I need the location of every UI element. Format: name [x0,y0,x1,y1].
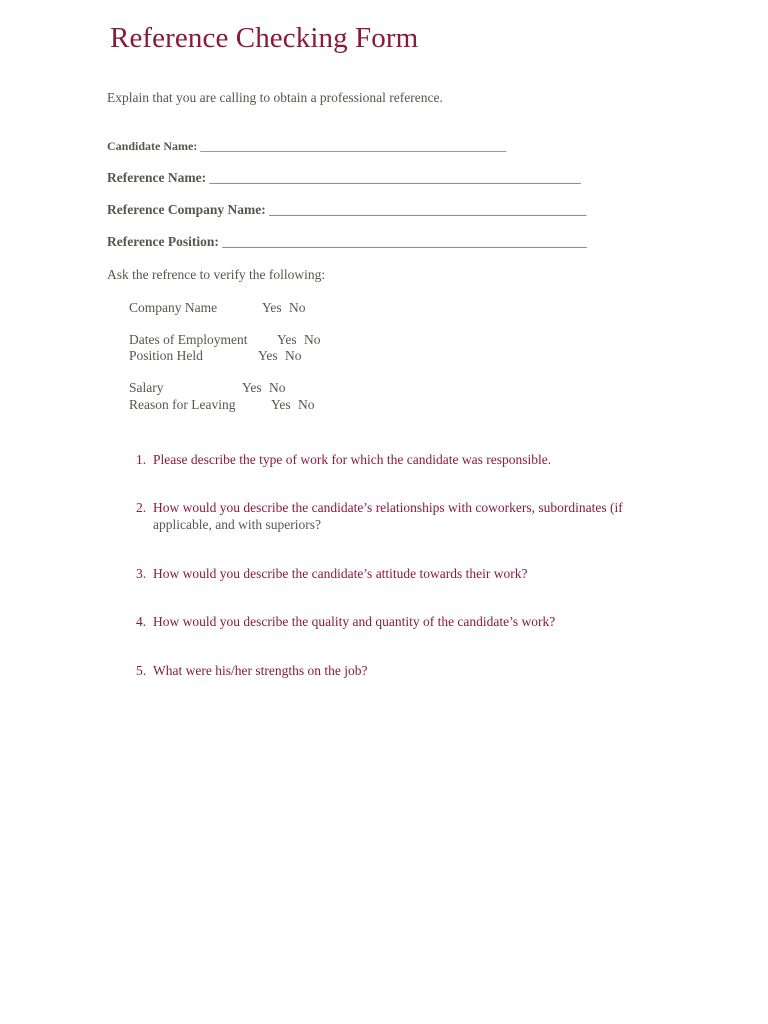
question-text-line: What were his/her strengths on the job? [153,663,368,678]
question-text-line: How would you describe the quality and quantity of the candidate’s work? [153,614,556,629]
question-text-continuation: applicable, and with superiors? [153,516,321,532]
verify-item-label: Salary [129,380,164,395]
reference-name-field[interactable] [107,170,581,186]
question-number: 4. [136,614,147,629]
reference-position-line[interactable]: ______________________________________________________ [222,234,587,249]
verify-item-label: Company Name [129,300,218,315]
question-text [153,452,665,469]
question-text [153,500,665,533]
question-text-line: How would you describe the candidate’s relationships with coworkers, subordinates (if [153,500,623,515]
verify-item-label: Position Held [129,348,203,363]
question-number: 2. [136,500,147,515]
reference-company-field[interactable] [107,202,586,218]
page-title: Reference Checking Form [110,22,419,54]
reference-name-label: Reference Name: [107,170,207,185]
yes-no-options[interactable]: Yes No [277,332,321,347]
question-text [153,566,665,583]
candidate-name-line[interactable]: ___________________________________________________ [200,139,507,153]
question-number: 3. [136,566,147,581]
yes-no-options[interactable]: Yes No [258,348,302,363]
reference-position-field[interactable] [107,234,587,250]
yes-no-options[interactable]: Yes No [262,300,306,315]
question-number: 5. [136,663,147,678]
verify-item-label: Dates of Employment [129,332,248,347]
candidate-name-field[interactable] [107,139,506,154]
reference-position-label: Reference Position: [107,234,219,249]
question-text [153,663,665,680]
reference-name-line[interactable]: _______________________________________________________ [209,170,581,185]
question-number: 1. [136,452,147,467]
candidate-name-label: Candidate Name: [107,139,198,153]
question-text-line: How would you describe the candidate’s attitude towards their work? [153,566,528,581]
reference-company-line[interactable]: _______________________________________________ [269,202,587,217]
yes-no-options[interactable]: Yes No [271,397,315,412]
verify-item-label: Reason for Leaving [129,397,236,412]
question-text [153,614,665,631]
yes-no-options[interactable]: Yes No [242,380,286,395]
instruction-text: Explain that you are calling to obtain a professional reference. [107,90,443,105]
question-text-line: Please describe the type of work for which the candidate was responsible. [153,452,552,467]
reference-company-label: Reference Company Name: [107,202,266,217]
verify-intro-text: Ask the refrence to verify the following: [107,267,326,282]
